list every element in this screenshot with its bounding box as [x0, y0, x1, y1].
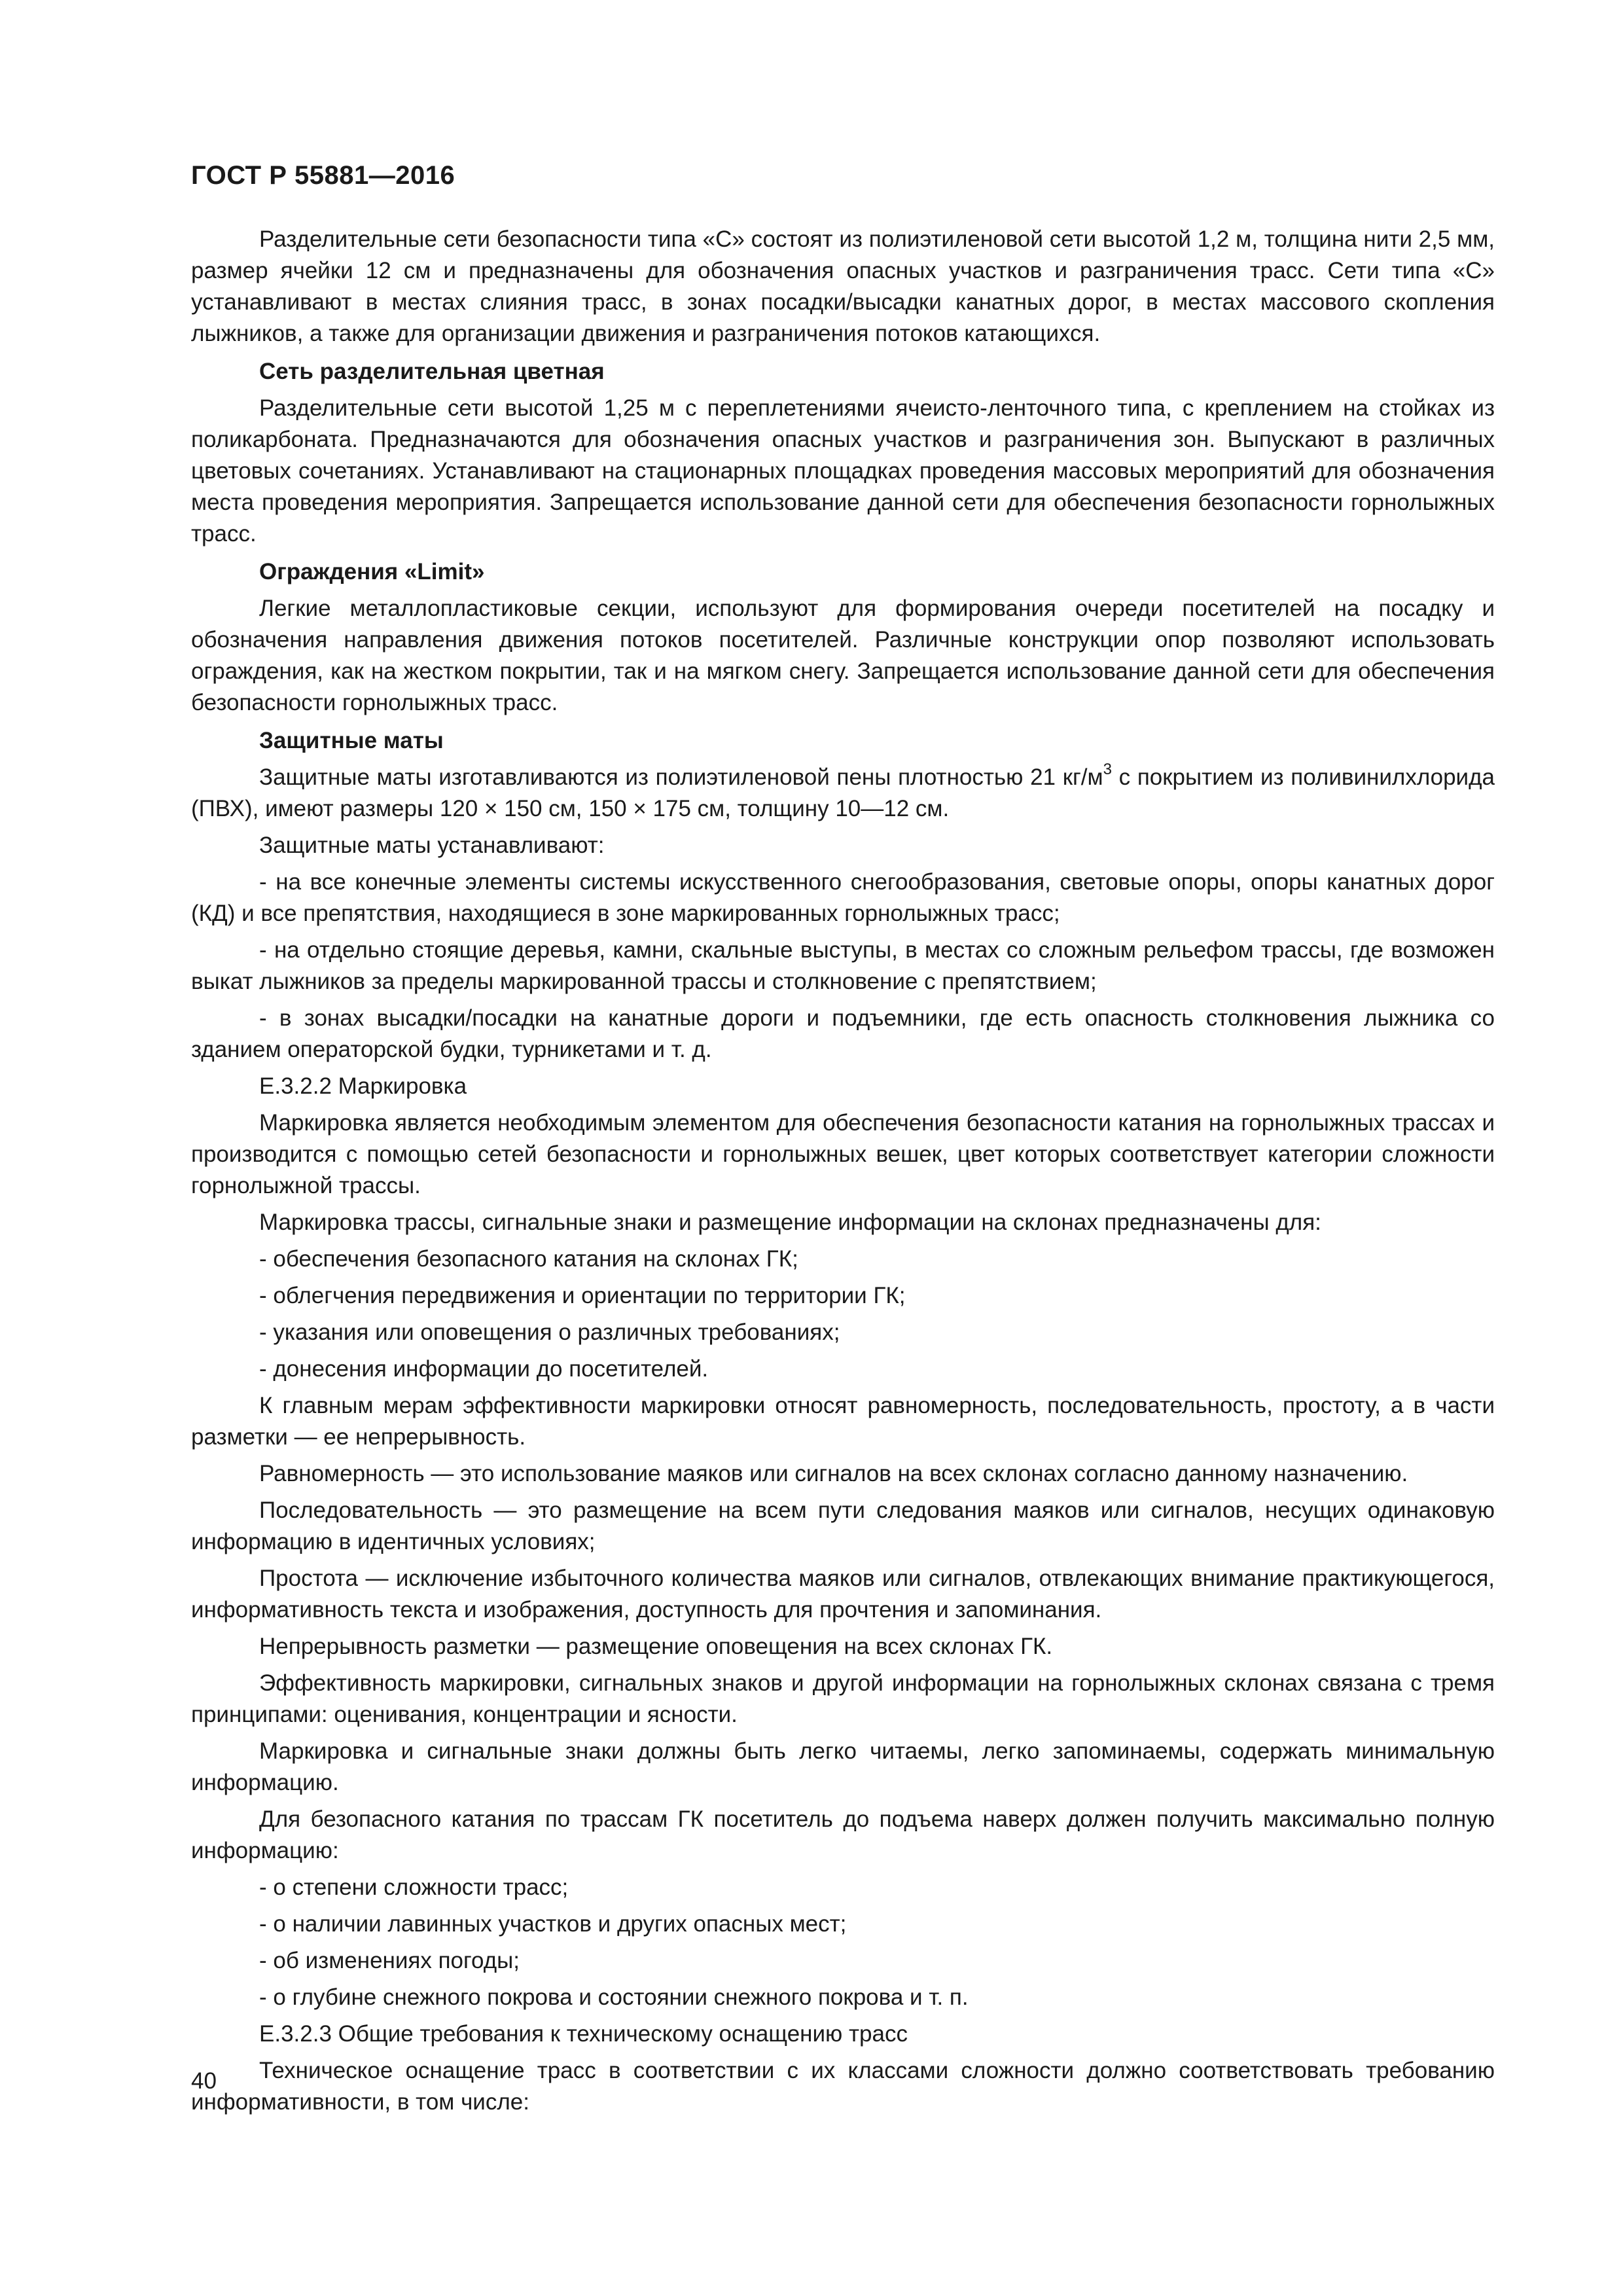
section-heading: Защитные маты [259, 728, 444, 753]
paragraph: Разделительные сети безопасности типа «С» состоят из полиэтиленовой сети высотой 1,2 м, толщина нити 2,5 мм, размер ячейки 12 см и предназначены для обозначения опасных участков и разграничения трасс. Сети типа «С» устанавливают в местах слияния трасс, в зонах посадки/высадки канатных дорог, в местах массового скопления лыжников, а также для организации движения и разграничения потоков катающихся. [191, 226, 1495, 346]
paragraph: Маркировка и сигнальные знаки должны быть легко читаемы, легко запоминаемы, содержать минимальную информацию. [191, 1738, 1495, 1795]
list-item: - донесения информации до посетителей. [259, 1356, 709, 1382]
list-item: - обеспечения безопасного катания на склонах ГК; [259, 1246, 798, 1272]
paragraph: Разделительные сети высотой 1,25 м с переплетениями ячеисто-ленточного типа, с креплением на стойках из поликарбоната. Предназначаются для обозначения опасных участков и разграничения зон. Выпускают в различных цветовых сочетаниях. Устанавливают на стационарных площадках проведения массовых мероприятий для обозначения места проведения мероприятия. Запрещается использование данной сети для обеспечения безопасности горнолыжных трасс. [191, 395, 1495, 547]
paragraph: Техническое оснащение трасс в соответствии с их классами сложности должно соответствовать требованию информативности, в том числе: [191, 2058, 1495, 2115]
list-item: - на отдельно стоящие деревья, камни, скальные выступы, в местах со сложным рельефом трассы, где возможен выкат лыжников за пределы маркированной трассы и столкновение с препятствием; [191, 937, 1495, 994]
superscript: 3 [1103, 761, 1112, 778]
text-run: Защитные маты изготавливаются из полиэтиленовой пены плотностью 21 кг/м [259, 764, 1103, 790]
list-item: - о наличии лавинных участков и других опасных мест; [259, 1911, 847, 1937]
paragraph: Маркировка является необходимым элементом для обеспечения безопасности катания на горнолыжных трассах и производится с помощью сетей безопасности и горнолыжных вешек, цвет которых соответствует категории сложности горнолыжной трассы. [191, 1110, 1495, 1198]
paragraph: Простота — исключение избыточного количества маяков или сигналов, отвлекающих внимание практикующегося, информативность текста и изображения, доступность для прочтения и запоминания. [191, 1566, 1495, 1623]
section-heading: Ограждения «Limit» [259, 559, 485, 584]
document-header-title: ГОСТ Р 55881—2016 [191, 161, 455, 190]
list-item: - об изменениях погоды; [259, 1948, 520, 1973]
list-item: - о глубине снежного покрова и состоянии снежного покрова и т. п. [259, 1984, 969, 2010]
paragraph: Маркировка трассы, сигнальные знаки и размещение информации на склонах предназначены для: [259, 1210, 1321, 1235]
list-item: - указания или оповещения о различных требованиях; [259, 1319, 840, 1345]
text-run: с покрытием из поливинилхлорида (ПВХ), имеют размеры 120 × 150 см, 150 × 175 см, толщину 10—12 см. [191, 764, 1495, 821]
paragraph: Для безопасного катания по трассам ГК посетитель до подъема наверх должен получить максимально полную информацию: [191, 1806, 1495, 1863]
paragraph: Эффективность маркировки, сигнальных знаков и другой информации на горнолыжных склонах связана с тремя принципами: оценивания, концентрации и ясности. [191, 1670, 1495, 1727]
page-number: 40 [191, 2068, 217, 2094]
paragraph: Легкие металлопластиковые секции, используют для формирования очереди посетителей на посадку и обозначения направления движения потоков посетителей. Различные конструкции опор позволяют использовать ограждения, как на жестком покрытии, так и на мягком снегу. Запрещается использование данной сети для обеспечения безопасности горнолыжных трасс. [191, 596, 1495, 715]
subsection-heading: Е.3.2.3 Общие требования к техническому оснащению трасс [259, 2021, 908, 2047]
list-item: - облегчения передвижения и ориентации по территории ГК; [259, 1283, 906, 1308]
subsection-heading: Е.3.2.2 Маркировка [259, 1073, 467, 1099]
paragraph: Равномерность — это использование маяков или сигналов на всех склонах согласно данному назначению. [259, 1461, 1408, 1486]
paragraph: К главным мерам эффективности маркировки относят равномерность, последовательность, простоту, а в части разметки — ее непрерывность. [191, 1393, 1495, 1450]
list-item: - в зонах высадки/посадки на канатные дороги и подъемники, где есть опасность столкновения лыжника со зданием операторской будки, турникетами и т. д. [191, 1005, 1495, 1062]
section-heading: Сеть разделительная цветная [259, 359, 605, 384]
paragraph [191, 762, 1495, 825]
list-item: - о степени сложности трасс; [259, 1874, 569, 1900]
paragraph: Защитные маты устанавливают: [259, 833, 605, 858]
list-item: - на все конечные элементы системы искусственного снегообразования, световые опоры, опоры канатных дорог (КД) и все препятствия, находящиеся в зоне маркированных горнолыжных трасс; [191, 869, 1495, 926]
paragraph: Непрерывность разметки — размещение оповещения на всех склонах ГК. [259, 1634, 1053, 1659]
document-body [191, 224, 1495, 2123]
paragraph: Последовательность — это размещение на всем пути следования маяков или сигналов, несущих одинаковую информацию в идентичных условиях; [191, 1498, 1495, 1554]
